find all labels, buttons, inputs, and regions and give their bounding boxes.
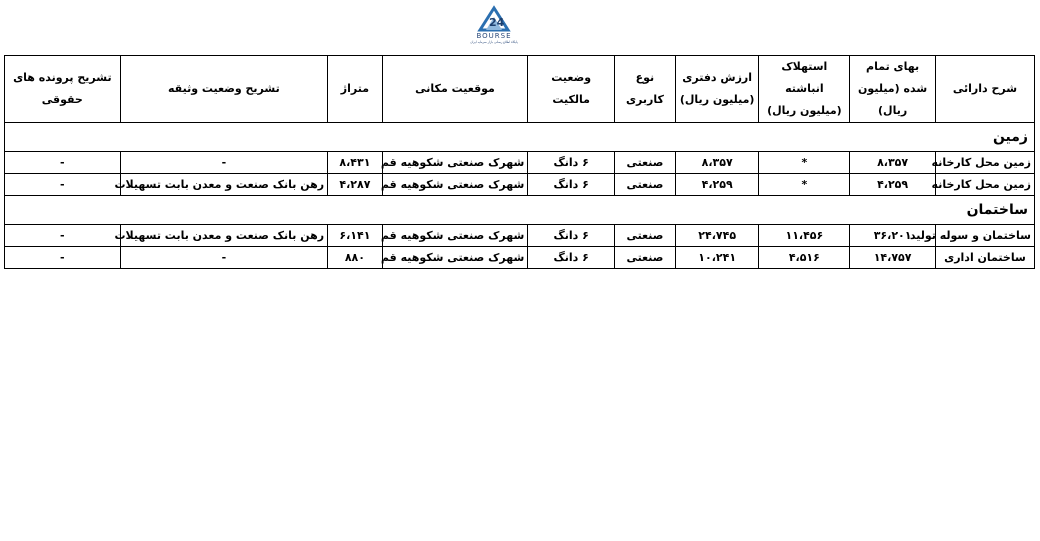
cell-usage-type: صنعتی [614,247,675,269]
cell-collateral: رهن بانک صنعت و معدن بابت تسهیلات [120,174,327,196]
cell-usage-type: صنعتی [614,152,675,174]
logo-brand-text: BOURSE [476,32,512,40]
cell-location: شهرک صنعتی شکوهیه قم [382,152,528,174]
cell-book-value: ۱۰،۲۴۱ [675,247,759,269]
cell-cost-price: ۴،۲۵۹ [850,174,936,196]
table-row [5,152,1035,174]
cell-depreciation: * [759,152,850,174]
cell-cost-price: ۱۴،۷۵۷ [850,247,936,269]
table-row [5,247,1035,269]
header-legal: تشریح پرونده های حقوقی [5,56,121,123]
cell-usage-type: صنعتی [614,174,675,196]
cell-area: ۸۸۰ [328,247,383,269]
cell-area: ۸،۴۳۱ [328,152,383,174]
cell-location: شهرک صنعتی شکوهیه قم [382,225,528,247]
cell-depreciation: * [759,174,850,196]
cell-depreciation: ۱۱،۴۵۶ [759,225,850,247]
header-description: شرح دارائی [935,56,1034,123]
cell-collateral: - [120,152,327,174]
header-location: موقعیت مکانی [382,56,528,123]
table-row [5,174,1035,196]
cell-legal: - [5,247,121,269]
header-collateral: تشریح وضعیت وثیقه [120,56,327,123]
cell-ownership: ۶ دانگ [528,225,615,247]
section-title-building: ساختمان [5,196,1035,225]
section-row-building [5,196,1035,225]
cell-book-value: ۸،۳۵۷ [675,152,759,174]
cell-book-value: ۴،۲۵۹ [675,174,759,196]
header-cost-price: بهای تمام شده (میلیون ریال) [850,56,936,123]
cell-legal: - [5,152,121,174]
section-title-land: زمین [5,123,1035,152]
fixed-assets-table [4,55,1035,269]
cell-ownership: ۶ دانگ [528,174,615,196]
cell-ownership: ۶ دانگ [528,247,615,269]
header-depreciation: استهلاک انباشته (میلیون ریال) [759,56,850,123]
cell-collateral: رهن بانک صنعت و معدن بابت تسهیلات [120,225,327,247]
cell-description: زمین محل کارخانه [935,174,1034,196]
cell-cost-price: ۳۶،۲۰۱ [850,225,936,247]
cell-description: ساختمان اداری [935,247,1034,269]
cell-location: شهرک صنعتی شکوهیه قم [382,247,528,269]
header-usage-type: نوع کاربری [614,56,675,123]
cell-location: شهرک صنعتی شکوهیه قم [382,174,528,196]
header-area: متراژ [328,56,383,123]
header-ownership: وضعیت مالکیت [528,56,615,123]
cell-area: ۶،۱۴۱ [328,225,383,247]
cell-legal: - [5,225,121,247]
cell-legal: - [5,174,121,196]
cell-book-value: ۲۴،۷۴۵ [675,225,759,247]
cell-depreciation: ۴،۵۱۶ [759,247,850,269]
table-header-row [5,56,1035,123]
cell-usage-type: صنعتی [614,225,675,247]
bourse-logo-icon [476,4,512,32]
table-row [5,225,1035,247]
cell-description: ساختمان و سوله تولید [935,225,1034,247]
cell-cost-price: ۸،۳۵۷ [850,152,936,174]
svg-text:24: 24 [489,16,505,29]
cell-area: ۴،۲۸۷ [328,174,383,196]
header-book-value: ارزش دفتری (میلیون ریال) [675,56,759,123]
cell-description: زمین محل کارخانه [935,152,1034,174]
logo-sub-text: پایگاه اطلاع رسانی بازار سرمایه ایران [470,40,518,44]
cell-collateral: - [120,247,327,269]
section-row-land [5,123,1035,152]
cell-ownership: ۶ دانگ [528,152,615,174]
